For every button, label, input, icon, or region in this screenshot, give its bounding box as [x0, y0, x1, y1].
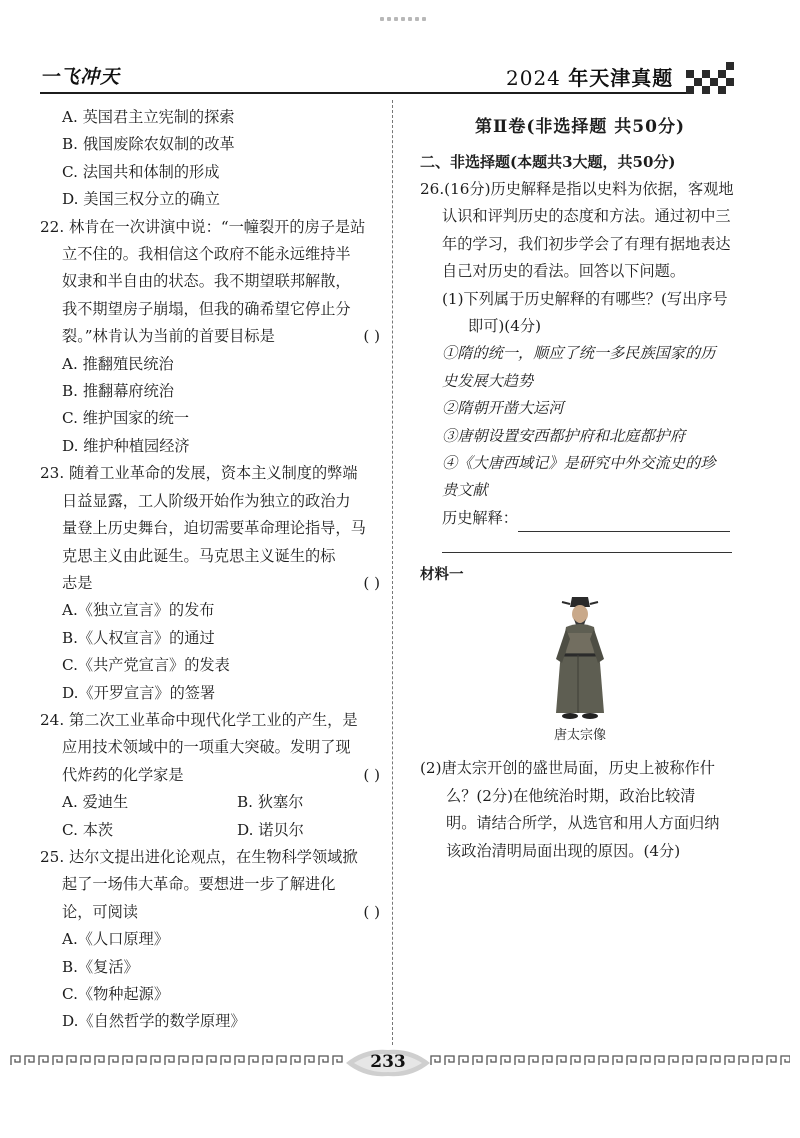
answer-bracket: ( ) [363, 327, 380, 346]
fret-border-left-icon [10, 1054, 345, 1066]
section-subtitle: 二、非选择题(本题共3大题，共50分) [420, 153, 676, 171]
q26-1-item: 贵文献 [442, 481, 488, 500]
q23-option-c: C.《共产党宣言》的发表 [62, 656, 230, 675]
q24-stem-line: 24. 第二次工业革命中现代化学工业的产生，是 [40, 710, 358, 729]
q24-option-b: B. 狄塞尔 [237, 793, 304, 812]
left-column [40, 104, 380, 1036]
q26-1-item: ②隋朝开凿大运河 [442, 399, 564, 418]
q24-options-row [40, 817, 380, 844]
q25-stem-line [40, 899, 380, 926]
q26-1-stem-line: 即可)(4分) [468, 317, 542, 336]
q22-option-b: B. 推翻幕府统治 [62, 382, 174, 401]
q26-1-item: 史发展大趋势 [442, 371, 534, 390]
q22-option-d: D. 维护种植园经济 [62, 436, 190, 455]
q23-option-a: A.《独立宣言》的发布 [62, 601, 215, 620]
q25-option-b: B.《复活》 [62, 957, 139, 976]
material-label: 材料一 [420, 566, 464, 584]
header-title [506, 62, 673, 91]
brand-logo: 一飞冲天 [40, 66, 121, 88]
q23-option-d: D.《开罗宣言》的签署 [62, 683, 216, 702]
q26-2-stem-line: 该政治清明局面出现的原因。(4分) [446, 841, 681, 860]
q22-stem-text: 裂。”林肯认为当前的首要目标是 [62, 327, 275, 346]
q23-stem-text: 志是 [62, 573, 93, 592]
q25-stem-line: 起了一场伟大革命。要想进一步了解进化 [62, 875, 336, 894]
checker-pattern-icon [686, 62, 734, 94]
q25-stem-line: 25. 达尔文提出进化论观点，在生物科学领域掀 [40, 847, 358, 866]
q25-option-c: C.《物种起源》 [62, 985, 170, 1003]
q26-stem-line: 26.(16分)历史解释是指以史料为依据，客观地 [420, 180, 734, 198]
q23-stem-line: 23. 随着工业革命的发展，资本主义制度的弊端 [40, 464, 358, 483]
q24-stem-text: 代炸药的化学家是 [62, 765, 184, 784]
q24-stem-line: 应用技术领域中的一项重大突破。发明了现 [62, 738, 351, 757]
q22-stem-line: 奴隶和半自由的状态。我不期望联邦解散， [62, 272, 351, 291]
q23-stem-line: 日益显露，工人阶级开始作为独立的政治力 [62, 491, 351, 510]
q26-2-stem-line: 么？(2分)在他统治时期，政治比较清 [446, 786, 696, 805]
page-footer [0, 1046, 800, 1086]
emperor-figure-icon [548, 593, 612, 723]
header-title-text: 年天津真题 [568, 66, 674, 90]
q26-1-item: ④《大唐西域记》是研究中外交流史的珍 [442, 454, 716, 473]
q26-2-stem-line: 明。请结合所学，从选官和用人方面归纳 [446, 814, 720, 833]
answer-blank-line[interactable] [442, 532, 732, 553]
answer-bracket: ( ) [363, 573, 380, 592]
q25-stem-text: 论，可阅读 [62, 902, 138, 921]
column-divider [392, 100, 393, 1045]
q26-stem-line: 认识和评判历史的态度和方法。通过初中三 [442, 207, 731, 226]
answer-bracket: ( ) [363, 765, 380, 784]
fret-border-right-icon [430, 1054, 790, 1066]
q21-option-b: B. 俄国废除农奴制的改革 [62, 135, 235, 154]
page-number: 233 [370, 1052, 406, 1072]
q26-1-stem-line: (1)下列属于历史解释的有哪些？(写出序号 [442, 289, 728, 308]
q24-option-c: C. 本茨 [62, 820, 114, 839]
q26-stem-line: 年的学习，我们初步学会了有理有据地表达 [442, 234, 731, 253]
q26-1-item: ③唐朝设置安西都护府和北庭都护府 [442, 426, 685, 445]
history-interpretation-answer[interactable] [420, 505, 740, 532]
answer-blank[interactable] [518, 513, 730, 532]
q21-option-c: C. 法国共和体制的形成 [62, 162, 220, 181]
history-interpretation-label: 历史解释： [442, 508, 518, 527]
figure-caption: 唐太宗像 [553, 728, 606, 744]
section-title: 第Ⅱ卷(非选择题 共50分) [475, 117, 685, 137]
q22-option-c: C. 维护国家的统一 [62, 409, 190, 428]
tang-taizong-portrait [420, 593, 740, 725]
q25-option-d: D.《自然哲学的数学原理》 [62, 1012, 246, 1031]
q24-stem-line [40, 762, 380, 789]
q26-stem-line: 自己对历史的看法。回答以下问题。 [442, 262, 685, 281]
q22-stem-line: 22. 林肯在一次讲演中说：“一幢裂开的房子是站 [40, 217, 366, 236]
q22-stem-line [40, 323, 380, 350]
q21-option-d: D. 美国三权分立的确立 [62, 190, 220, 209]
q22-option-a: A. 推翻殖民统治 [62, 354, 174, 373]
binding-marks [380, 6, 440, 16]
q25-option-a: A.《人口原理》 [62, 930, 169, 949]
q23-stem-line [40, 570, 380, 597]
q23-option-b: B.《人权宣言》的通过 [62, 628, 215, 647]
q26-2-stem-line: (2)唐太宗开创的盛世局面，历史上被称作什 [420, 759, 715, 778]
q22-stem-line: 立不住的。我相信这个政府不能永远维持半 [62, 245, 351, 264]
q23-stem-line: 量登上历史舞台，迫切需要革命理论指导，马 [62, 519, 366, 538]
q23-stem-line: 克思主义由此诞生。马克思主义诞生的标 [62, 546, 336, 565]
answer-bracket: ( ) [363, 902, 380, 921]
header-year: 2024 [506, 66, 561, 90]
q24-options-row [40, 789, 380, 816]
q24-option-a: A. 爱迪生 [62, 793, 129, 812]
q24-option-d: D. 诺贝尔 [237, 820, 304, 839]
header-rule [40, 92, 686, 94]
q22-stem-line: 我不期望房子崩塌，但我的确希望它停止分 [62, 299, 351, 318]
right-column [420, 104, 740, 865]
q26-1-item: ①隋的统一，顺应了统一多民族国家的历 [442, 344, 716, 363]
q21-option-a: A. 英国君主立宪制的探索 [62, 108, 235, 126]
